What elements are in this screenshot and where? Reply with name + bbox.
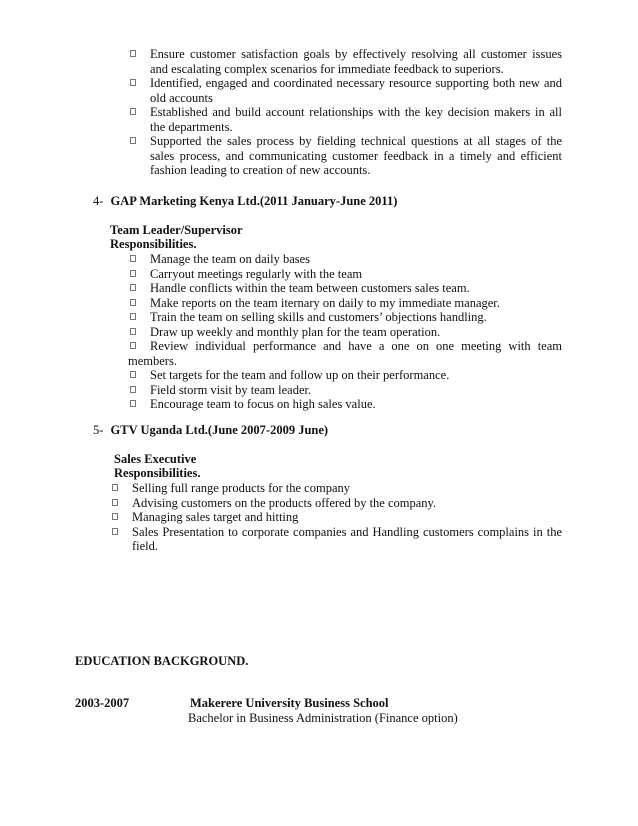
list-item: Ensure customer satisfaction goals by effectively resolving all customer issues and escalating complex scenarios for immediate feedback to superiors. <box>128 47 562 76</box>
job4-company: GAP Marketing Kenya Ltd.(2011 January-June 2011) <box>110 194 398 208</box>
job4-title: Team Leader/Supervisor <box>110 223 243 237</box>
list-item: Handle conflicts within the team between customers sales team. <box>128 281 562 296</box>
list-item: Supported the sales process by fielding technical questions at all stages of the sales process, and communicating customer feedback in a timely and efficient fashion leading to creation of new accounts. <box>128 134 562 178</box>
bullet-icon <box>130 400 136 407</box>
education-heading: EDUCATION BACKGROUND. <box>75 654 249 668</box>
bullet-icon <box>130 386 136 393</box>
list-item: Encourage team to focus on high sales value. <box>128 397 562 412</box>
job5-responsibilities-label: Responsibilities. <box>114 466 201 480</box>
job5-bullet-list <box>110 481 562 554</box>
bullet-icon <box>130 79 136 86</box>
job4-heading <box>93 194 553 209</box>
list-item: Carryout meetings regularly with the team <box>128 267 562 282</box>
list-item: Manage the team on daily bases <box>128 252 562 267</box>
education-degree: Bachelor in Business Administration (Finance option) <box>188 711 458 725</box>
bullet-icon <box>130 284 136 291</box>
bullet-icon <box>130 328 136 335</box>
bullet-icon <box>130 299 136 306</box>
bullet-icon <box>130 255 136 262</box>
bullet-icon <box>130 313 136 320</box>
list-item: Selling full range products for the company <box>110 481 562 496</box>
list-item: Review individual performance and have a one on one meeting with team members. <box>128 339 562 368</box>
list-item: Identified, engaged and coordinated necessary resource supporting both new and old accounts <box>128 76 562 105</box>
list-item: Established and build account relationships with the key decision makers in all the departments. <box>128 105 562 134</box>
job4-responsibilities-label: Responsibilities. <box>110 237 197 251</box>
job4-bullet-list <box>128 252 562 412</box>
bullet-icon <box>130 270 136 277</box>
bullet-icon <box>112 513 118 520</box>
bullet-icon <box>112 484 118 491</box>
list-item: Managing sales target and hitting <box>110 510 562 525</box>
bullet-icon <box>130 342 136 349</box>
bullet-icon <box>112 528 118 535</box>
intro-bullet-list <box>128 47 562 178</box>
job5-company: GTV Uganda Ltd.(June 2007-2009 June) <box>110 423 329 437</box>
list-item: Set targets for the team and follow up on their performance. <box>128 368 562 383</box>
education-school: Makerere University Business School <box>190 696 389 710</box>
list-item: Field storm visit by team leader. <box>128 383 562 398</box>
list-item: Sales Presentation to corporate companies and Handling customers complains in the field. <box>110 525 562 554</box>
job5-number: 5- <box>93 423 104 437</box>
list-item: Make reports on the team iternary on daily to my immediate manager. <box>128 296 562 311</box>
bullet-icon <box>130 371 136 378</box>
list-item: Train the team on selling skills and customers’ objections handling. <box>128 310 562 325</box>
bullet-icon <box>130 50 136 57</box>
job5-heading <box>93 423 553 438</box>
job4-number: 4- <box>93 194 104 208</box>
bullet-icon <box>112 499 118 506</box>
list-item: Advising customers on the products offered by the company. <box>110 496 562 511</box>
bullet-icon <box>130 137 136 144</box>
education-period: 2003-2007 <box>75 696 130 710</box>
job5-title: Sales Executive <box>114 452 197 466</box>
list-item: Draw up weekly and monthly plan for the team operation. <box>128 325 562 340</box>
bullet-icon <box>130 108 136 115</box>
